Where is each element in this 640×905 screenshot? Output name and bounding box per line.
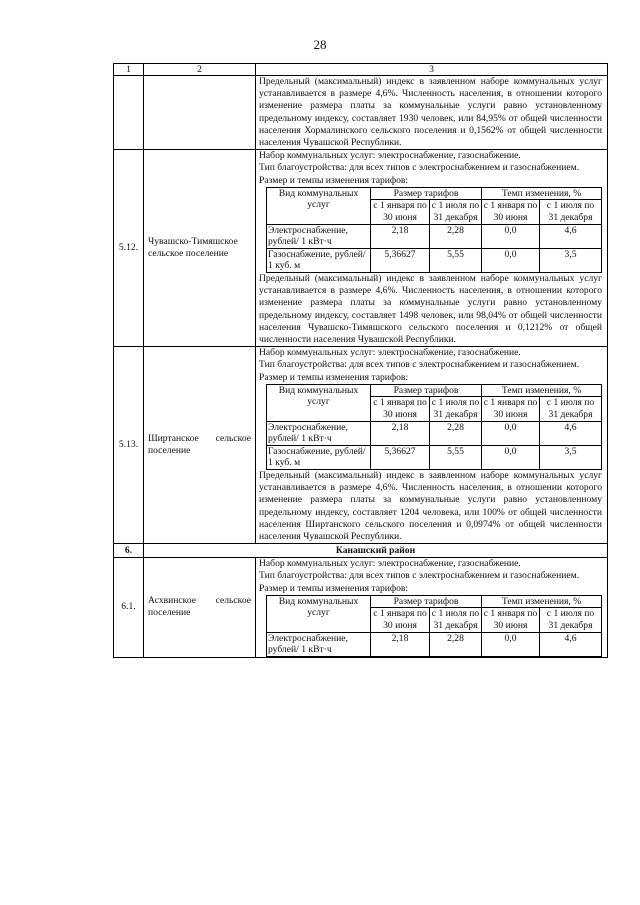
column-header-row [114,64,608,76]
service-kind: Электроснабжение, рублей/ 1 кВт·ч [267,421,371,445]
rate-header: Темп изменения, % [482,187,602,200]
page-number: 28 [313,37,327,52]
row-number: 6.1. [114,558,144,658]
size-header: Размер тарифов [371,187,482,200]
period-header: с 1 января по 30 июня [371,200,430,224]
district-number: 6. [114,544,144,558]
rate-value: 0,0 [482,445,540,469]
service-kind: Газоснабжение, рублей/ 1 куб. м [267,445,371,469]
kind-header: Вид коммунальных услуг [267,187,371,224]
tariffs-title: Размер и темпы изменения тарифов: [259,371,409,383]
tariffs-title: Размер и темпы изменения тарифов: [259,582,409,594]
improvement-type-label: Тип благоустройства: для всех типов с электроснабжением и газоснабжением. [259,359,580,371]
rate-header: Темп изменения, % [482,595,602,608]
tariff-table [266,187,602,273]
period-header: с 1 июля по 31 декабря [430,397,482,421]
settlement-name: Чувашско-Тимяшское сельское поселение [144,150,256,347]
period-header: с 1 июля по 31 декабря [540,608,602,632]
services-set-label: Набор коммунальных услуг: электроснабжение, газоснабжение. [259,558,521,570]
service-kind: Электроснабжение, рублей/ 1 кВт·ч [267,224,371,248]
rate-value: 3,5 [540,445,602,469]
rate-value: 0,0 [482,248,540,272]
services-set-label: Набор коммунальных услуг: электроснабжение, газоснабжение. [259,150,521,162]
period-header: с 1 января по 30 июня [371,397,430,421]
tariff-value: 2,28 [430,632,482,656]
column-number-1: 1 [114,64,144,76]
tariff-row [267,421,602,445]
settlement-name: Асхвинское сельское поселение [144,558,256,658]
size-header: Размер тарифов [371,384,482,397]
index-paragraph: Предельный (максимальный) индекс в заявленном наборе коммунальных услуг устанавливается в размере 4,6%. Численность населения, в отношении которого изменение размера платы за коммунальные услуги равно установленному предельному индексу, составляет 1204 человека, или 100% от общей численности населения Ширтанского сельского поселения и 0,0974% от общей численности населения Чувашской Республики. [259,469,602,542]
index-paragraph: Предельный (максимальный) индекс в заявленном наборе коммунальных услуг устанавливается в размере 4,6%. Численность населения, в отношении которого изменение размера платы за коммунальные услуги равно установленному предельному индексу, составляет 1930 человек, или 84,95% от общей численности населения Хормалинского сельского поселения и 0,1562% от общей численности населения Чувашской Республики. [259,76,602,149]
period-header: с 1 января по 30 июня [482,397,540,421]
period-header: с 1 июля по 31 декабря [430,200,482,224]
rate-value: 4,6 [540,632,602,656]
tariff-value: 2,18 [371,632,430,656]
period-header: с 1 января по 30 июня [371,608,430,632]
tariff-value: 5,55 [430,445,482,469]
period-header: с 1 июля по 31 декабря [430,608,482,632]
period-header: с 1 июля по 31 декабря [540,200,602,224]
column-number-3: 3 [256,64,608,76]
services-set-label: Набор коммунальных услуг: электроснабжение, газоснабжение. [259,347,521,359]
tariff-row [267,248,602,272]
tariff-value: 5,55 [430,248,482,272]
size-header: Размер тарифов [371,595,482,608]
rate-value: 0,0 [482,224,540,248]
settlement-row [114,347,608,544]
improvement-type-label: Тип благоустройства: для всех типов с электроснабжением и газоснабжением. [259,570,580,582]
period-header: с 1 января по 30 июня [482,200,540,224]
tariff-value: 2,18 [371,421,430,445]
tariff-value: 5,36627 [371,445,430,469]
tariff-row [267,224,602,248]
index-paragraph: Предельный (максимальный) индекс в заявленном наборе коммунальных услуг устанавливается в размере 4,6%. Численность населения, в отношении которого изменение размера платы за коммунальные услуги равно установленному предельному индексу, составляет 1498 человек, или 98,04% от общей численности населения Чувашско-Тимяшского сельского поселения и 0,1212% от общей численности населения Чувашской Республики. [259,272,602,345]
row-number: 5.12. [114,150,144,347]
tariff-row [267,445,602,469]
settlement-row [114,558,608,658]
rate-value: 4,6 [540,421,602,445]
tariff-document-table [113,63,608,658]
rate-value: 0,0 [482,421,540,445]
district-row [114,544,608,558]
improvement-type-label: Тип благоустройства: для всех типов с электроснабжением и газоснабжением. [259,162,580,174]
tariff-table [266,384,602,470]
settlement-row [114,150,608,347]
kind-header: Вид коммунальных услуг [267,595,371,632]
tariffs-title: Размер и темпы изменения тарифов: [259,174,409,186]
kind-header: Вид коммунальных услуг [267,384,371,421]
period-header: с 1 января по 30 июня [482,608,540,632]
rate-value: 3,5 [540,248,602,272]
column-number-2: 2 [144,64,256,76]
rate-value: 4,6 [540,224,602,248]
tariff-table [266,595,602,657]
period-header: с 1 июля по 31 декабря [540,397,602,421]
tariff-value: 2,18 [371,224,430,248]
row-number: 5.13. [114,347,144,544]
rate-value: 0,0 [482,632,540,656]
rate-header: Темп изменения, % [482,384,602,397]
district-name: Канашский район [144,544,608,558]
service-kind: Газоснабжение, рублей/ 1 куб. м [267,248,371,272]
tariff-value: 2,28 [430,224,482,248]
continuation-row [114,76,608,150]
settlement-name: Ширтанское сельское поселение [144,347,256,544]
tariff-value: 2,28 [430,421,482,445]
tariff-value: 5,36627 [371,248,430,272]
service-kind: Электроснабжение, рублей/ 1 кВт·ч [267,632,371,656]
tariff-row [267,632,602,656]
